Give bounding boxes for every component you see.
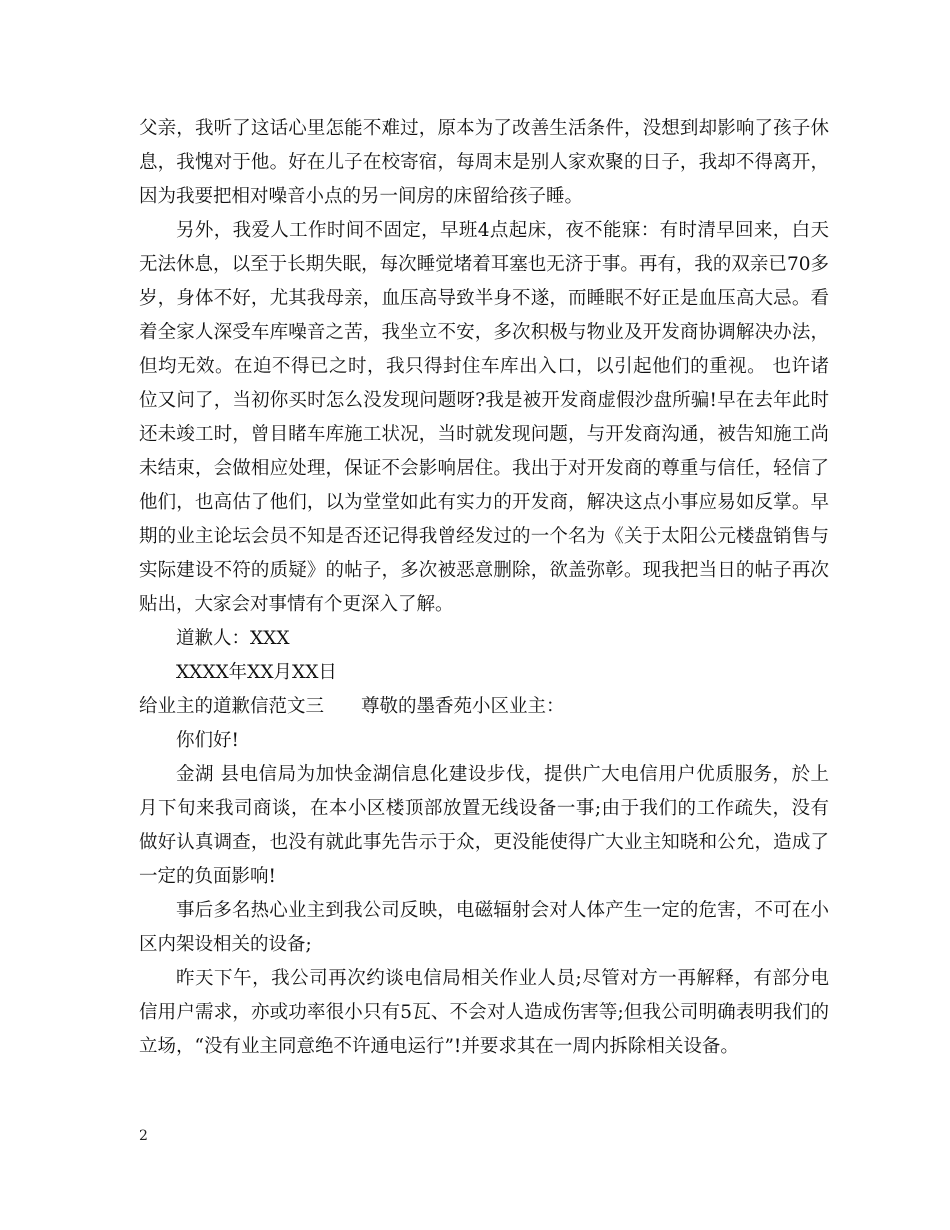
section-heading-sample-three: 给业主的道歉信范文三 尊敬的墨香苑小区业主： (139, 696, 565, 717)
paragraph-continuation: 父亲，我听了这话心里怎能不难过，原本为了改善生活条件，没想到却影响了孩子休息，我愧对于他。好在儿子在校寄宿，每周末是别人家欢聚的日子，我却不得离开，因为我要把相对噪音小点的另一间房的床留给孩子睡。 (139, 118, 829, 207)
page-number: 2 (139, 1128, 148, 1144)
greeting-line: 你们好! (176, 730, 239, 751)
paragraph-company-position: 昨天下午，我公司再次约谈电信局相关作业人员;尽管对方一再解释，有部分电信用户需求，亦或功率很小只有5瓦、不会对人造成伤害等;但我公司明确表明我们的立场，“没有业主同意绝不许通电运行”!并要求其在一周内拆除相关设备。 (139, 968, 829, 1057)
apologizer-line: 道歉人：XXX (176, 628, 290, 649)
paragraph-telecom-equipment: 金湖 县电信局为加快金湖信息化建设步伐，提供广大电信用户优质服务，於上月下旬来我司商谈，在本小区楼顶部放置无线设备一事;由于我们的工作疏失，没有做好认真调查，也没有就此事先告示于众，更没能使得广大业主知晓和公允，造成了一定的负面影响! (139, 764, 829, 887)
document-body (139, 112, 829, 1064)
paragraph-owner-feedback: 事后多名热心业主到我公司反映，电磁辐射会对人体产生一定的危害，不可在小区内架设相关的设备; (139, 900, 829, 955)
date-line: XXXX年XX月XX日 (176, 662, 337, 683)
paragraph-spouse-and-parents: 另外，我爱人工作时间不固定，早班4点起床，夜不能寐：有时清早回来，白天无法休息，以至于长期失眠，每次睡觉堵着耳塞也无济于事。再有，我的双亲已70多岁，身体不好，尤其我母亲，血压高导致半身不遂，而睡眠不好正是血压高大忌。看着全家人深受车库噪音之苦，我坐立不安，多次积极与物业及开发商协调解决办法，但均无效。在迫不得已之时，我只得封住车库出入口，以引起他们的重视。 也许诸位又问了，当初你买时怎么没发现问题呀?我是被开发商虚假沙盘所骗!早在去年此时还未竣工时，曾目睹车库施工状况，当时就发现问题，与开发商沟通，被告知施工尚未结束，会做相应处理，保证不会影响居住。我出于对开发商的尊重与信任，轻信了他们，也高估了他们，以为堂堂如此有实力的开发商，解决这点小事应易如反掌。早期的业主论坛会员不知是否还记得我曾经发过的一个名为《关于太阳公元楼盘销售与实际建设不符的质疑》的帖子，多次被恶意删除，欲盖弥彰。现我把当日的帖子再次贴出，大家会对事情有个更深入了解。 (139, 220, 829, 615)
